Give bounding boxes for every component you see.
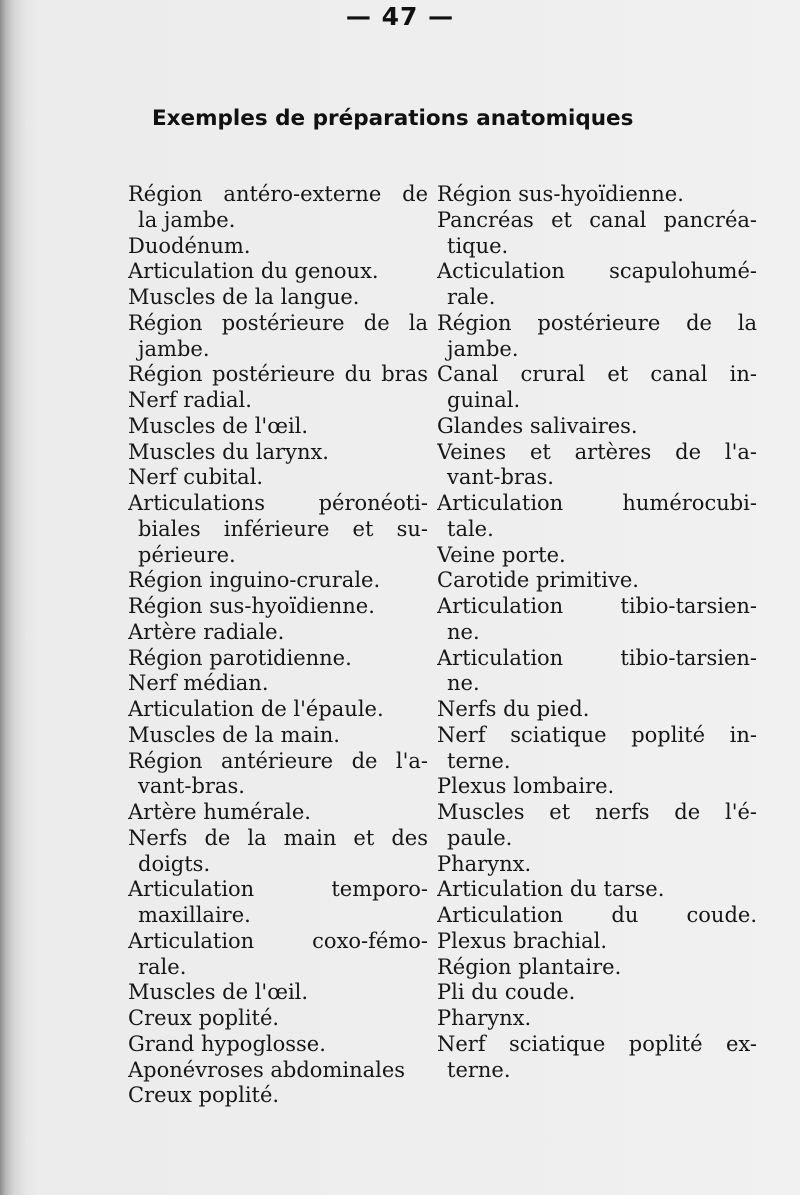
- left-column-line: Articulation du genoux.: [128, 259, 379, 284]
- left-column-line: doigts.: [138, 851, 211, 876]
- left-column-line: Duodénum.: [128, 233, 251, 258]
- left-column-line: Nerf médian.: [128, 671, 269, 696]
- left-column-line: rale.: [138, 954, 187, 979]
- right-column-line: ne.: [447, 619, 480, 644]
- right-column-line: Muscles et nerfs de l'é-: [437, 800, 757, 824]
- left-column-line: Artère radiale.: [128, 619, 285, 644]
- right-column-line: Nerfs du pied.: [437, 697, 590, 721]
- left-column-line: périeure.: [138, 542, 236, 567]
- right-column-line: tale.: [447, 516, 494, 541]
- right-column-line: vant-bras.: [447, 465, 554, 490]
- left-column-line: Région antérieure de l'a-: [128, 748, 428, 773]
- right-column-line: Pancréas et canal pancréa-: [437, 207, 757, 232]
- left-column-line: Région postérieure de la: [128, 310, 428, 335]
- left-column-line: Nerfs de la main et des: [128, 825, 428, 850]
- right-column-line: tique.: [447, 233, 509, 258]
- left-column-line: la jambe.: [138, 207, 236, 232]
- left-column-line: Creux poplité.: [128, 1083, 280, 1108]
- right-column-line: Acticulation scapulohumé-: [437, 259, 757, 284]
- left-column-line: Creux poplité.: [128, 1006, 280, 1030]
- right-column-line: Pharynx.: [437, 851, 532, 876]
- right-column-line: terne.: [447, 1057, 511, 1082]
- right-column-line: Glandes salivaires.: [437, 413, 638, 438]
- left-column-line: Aponévroses abdominales: [128, 1057, 406, 1082]
- left-column-line: maxillaire.: [138, 903, 251, 927]
- left-column-line: Région sus-hyoïdienne.: [128, 594, 375, 618]
- left-column-line: Muscles de la main.: [128, 722, 340, 747]
- left-column-line: Nerf cubital.: [128, 465, 264, 490]
- right-column-line: Pli du coude.: [437, 980, 576, 1005]
- page-binding-edge: [0, 0, 26, 1195]
- left-column-line: Muscles de l'œil.: [128, 980, 309, 1005]
- left-column-line: Région antéro-externe de: [128, 182, 428, 206]
- right-column-line: paule.: [447, 825, 513, 850]
- left-column-line: Muscles de l'œil.: [128, 413, 309, 438]
- right-column-line: Région plantaire.: [437, 954, 622, 979]
- right-column-line: Articulation humérocubi-: [437, 491, 757, 515]
- left-column: [128, 182, 428, 1109]
- right-column-line: Veine porte.: [437, 542, 566, 567]
- left-column-line: Artère humérale.: [128, 800, 311, 824]
- left-column-line: Région postérieure du bras: [128, 362, 428, 387]
- right-column-line: Plexus lombaire.: [437, 774, 615, 799]
- right-column-line: guinal.: [447, 388, 521, 412]
- left-column-line: jambe.: [138, 336, 210, 361]
- right-column-line: Articulation tibio-tarsien-: [437, 594, 757, 618]
- left-column-line: Muscles de la langue.: [128, 285, 360, 309]
- right-column: [437, 182, 757, 1083]
- right-column-line: Veines et artères de l'a-: [437, 439, 757, 464]
- right-column-line: Articulation du tarse.: [437, 877, 665, 902]
- right-column-line: Canal crural et canal in-: [437, 362, 757, 387]
- right-column-line: Région sus-hyoïdienne.: [437, 182, 684, 206]
- left-column-line: Nerf radial.: [128, 388, 252, 412]
- page-title: Exemples de préparations anatomiques: [152, 106, 634, 131]
- right-column-line: terne.: [447, 748, 511, 773]
- page-number: — 47 —: [345, 2, 455, 31]
- right-column-line: Nerf sciatique poplité in-: [437, 722, 757, 747]
- left-column-line: Muscles du larynx.: [128, 439, 329, 464]
- right-column-line: Articulation du coude.: [437, 903, 757, 927]
- left-column-line: vant-bras.: [138, 774, 245, 799]
- left-column-line: Région parotidienne.: [128, 645, 352, 670]
- left-column-line: Grand hypoglosse.: [128, 1031, 326, 1056]
- left-column-line: biales inférieure et su-: [138, 516, 428, 541]
- right-column-line: ne.: [447, 671, 480, 696]
- left-column-line: Articulation de l'épaule.: [128, 697, 384, 721]
- left-column-line: Articulation temporo-: [128, 877, 428, 902]
- right-column-line: Plexus brachial.: [437, 928, 608, 953]
- left-column-line: Articulation coxo-fémo-: [128, 928, 428, 953]
- left-column-line: Articulations péronéoti-: [128, 491, 428, 515]
- right-column-line: Carotide primitive.: [437, 568, 639, 593]
- right-column-line: rale.: [447, 285, 496, 309]
- right-column-line: Articulation tibio-tarsien-: [437, 645, 757, 670]
- right-column-line: jambe.: [447, 336, 519, 361]
- right-column-line: Nerf sciatique poplité ex-: [437, 1031, 757, 1056]
- right-column-line: Pharynx.: [437, 1006, 532, 1030]
- left-column-line: Région inguino-crurale.: [128, 568, 381, 593]
- right-column-line: Région postérieure de la: [437, 310, 757, 335]
